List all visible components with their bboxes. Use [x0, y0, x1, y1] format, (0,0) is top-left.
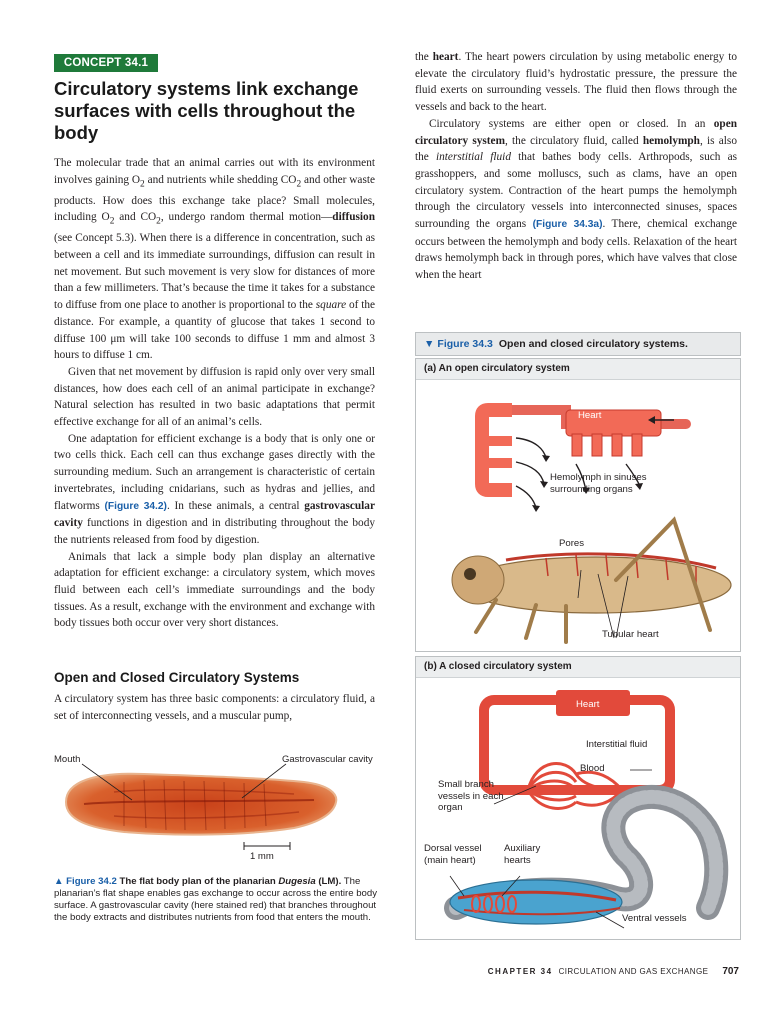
left-column [54, 155, 375, 632]
figure-34-2-caption: ▲ Figure 34.2 The flat body plan of the planarian Dugesia (LM). The planarian’s flat shape enables gas exchange to occur across the entire body surface. A gastrovascular cavity (here stained red) that branches throughout the body extracts and distributes nutrients from food that enters the mouth. [54, 876, 378, 923]
footer-chapter-title: CIRCULATION AND GAS EXCHANGE [558, 967, 709, 976]
figure-34-3a-link[interactable]: (Figure 34.3a) [532, 219, 603, 231]
label-heart-closed: Heart [576, 699, 600, 710]
figure-34-3 [415, 332, 741, 938]
paragraph-circulatory-alternative: Animals that lack a simple body plan display an alternative adaptation for efficient exchange: a circulatory system, which moves fluid between each cell’s immediate surroundings and the body tissues. As a result, exchange with the environment and exchange with body tissues both occur over very short distances. [54, 550, 375, 630]
triangle-down-icon: ▼ [424, 338, 435, 350]
term-hemolymph: hemolymph [642, 134, 700, 147]
footer-chapter: CHAPTER 34 [487, 967, 553, 976]
label-heart-open: Heart [578, 410, 602, 421]
label-gastrovascular-cavity: Gastrovascular cavity [282, 754, 373, 765]
section-text: A circulatory system has three basic components: a circulatory fluid, a set of interconnecting vessels, and a muscular pump, [54, 693, 375, 722]
label-auxiliary-hearts: Auxiliary hearts [504, 843, 541, 866]
paragraph-thin-body: One adaptation for efficient exchange is a body that is only one or two cells thick. Each cell can thus exchange gases directly with the surrounding medium. Such an arrangement is characteristic of certain invertebrates, including cnidarians, such as hydras and jellies, and flatworms (Figure 34.2). In these animals, a central gastrovascular cavity functions in digestion and in distributing throughout the body the nutrients released from food by digestion. [54, 432, 375, 546]
term-gastrovascular-cavity: gastrovascular cavity [54, 499, 375, 530]
paragraph-adaptations: Given that net movement by diffusion is rapid only over very small distances, how does each cell of an animal participate in exchange? Natural selection has resulted in two basic adaptations that permit effective exchange for all of an animal’s cells. [54, 365, 375, 429]
paragraph-open-closed: Circulatory systems are either open or closed. In an open circulatory system, the circulatory fluid, called hemolymph, is also the interstitial fluid that bathes body cells. Arthropods, such as grasshoppers, and some molluscs, such as clams, have an open circulatory system. Contraction of the heart pumps the hemolymph through the circulatory vessels into interconnected sinuses, spaces surrounding the organs (Figure 34.3a). There, chemical exchange occurs between the hemolymph and body cells. Relaxation of the heart draws hemolymph back in through pores, which have valves that close when the heart [415, 117, 737, 282]
panel-b-heading: (b) A closed circulatory system [416, 657, 740, 678]
term-open-circulatory-system: open circulatory system [415, 117, 737, 147]
label-small-branch-vessels: Small branch vessels in each organ [438, 779, 504, 813]
term-heart: heart [432, 51, 459, 63]
section-heading: Open and Closed Circulatory Systems [54, 670, 300, 685]
paragraph-heart: the heart. The heart powers circulation by using metabolic energy to elevate the circulatory fluid’s hydrostatic pressure, the pressure the fluid exerts on surrounding vessels. The fluid then flows through the vessels and back to the heart. [415, 51, 737, 114]
figure-34-2-number: Figure 34.2 [66, 876, 117, 887]
concept-tag: CONCEPT 34.1 [54, 54, 158, 72]
figure-34-3-header [415, 332, 741, 356]
page-footer [0, 966, 739, 977]
label-tubular-heart: Tubular heart [602, 629, 659, 640]
triangle-up-icon: ▲ [54, 876, 64, 887]
panel-closed-system [415, 656, 741, 940]
term-diffusion: diffusion [332, 211, 375, 224]
label-hemolymph-sinuses: Hemolymph in sinuses surrounding organs [550, 472, 647, 495]
panel-a-heading: (a) An open circulatory system [416, 359, 740, 380]
label-interstitial-fluid: Interstitial fluid [586, 739, 648, 750]
concept-title: Circulatory systems link exchange surfaces with cells throughout the body [54, 78, 359, 143]
page-number: 707 [722, 966, 739, 977]
figure-34-3-number: Figure 34.3 [437, 338, 493, 350]
label-ventral-vessels: Ventral vessels [622, 913, 687, 924]
planarian-illustration [54, 752, 379, 872]
right-column [415, 49, 737, 284]
panel-open-system [415, 358, 741, 652]
label-pores: Pores [559, 538, 585, 549]
scale-bar-label: 1 mm [250, 851, 274, 862]
figure-34-2-link[interactable]: (Figure 34.2) [104, 500, 167, 512]
figure-34-3-title: Open and closed circulatory systems. [498, 338, 688, 350]
paragraph-diffusion: The molecular trade that an animal carries out with its environment involves gaining $O_2$ and nutrients while shedding $CO_2$ and other waste products. How does this exchange take place? Small molecules, including $O_2$ and $CO_2$, undergo random thermal motion—diffusion (see Concept 5.3). When there is a difference in concentration, such as between a cell and its immediate surroundings, diffusion can result in net movement. But such movement is very slow for distances of more than a few millimeters. That’s because the time it takes for a substance to diffuse from one place to another is proportional to the square of the distance. For example, a quantity of glucose that takes 1 second to diffuse 100 μm will take 100 seconds to diffuse 1 mm and almost 3 hours to diffuse 1 cm. [54, 157, 375, 362]
label-mouth: Mouth [54, 754, 81, 765]
label-blood: Blood [580, 763, 605, 774]
label-dorsal-vessel: Dorsal vessel (main heart) [424, 843, 482, 866]
